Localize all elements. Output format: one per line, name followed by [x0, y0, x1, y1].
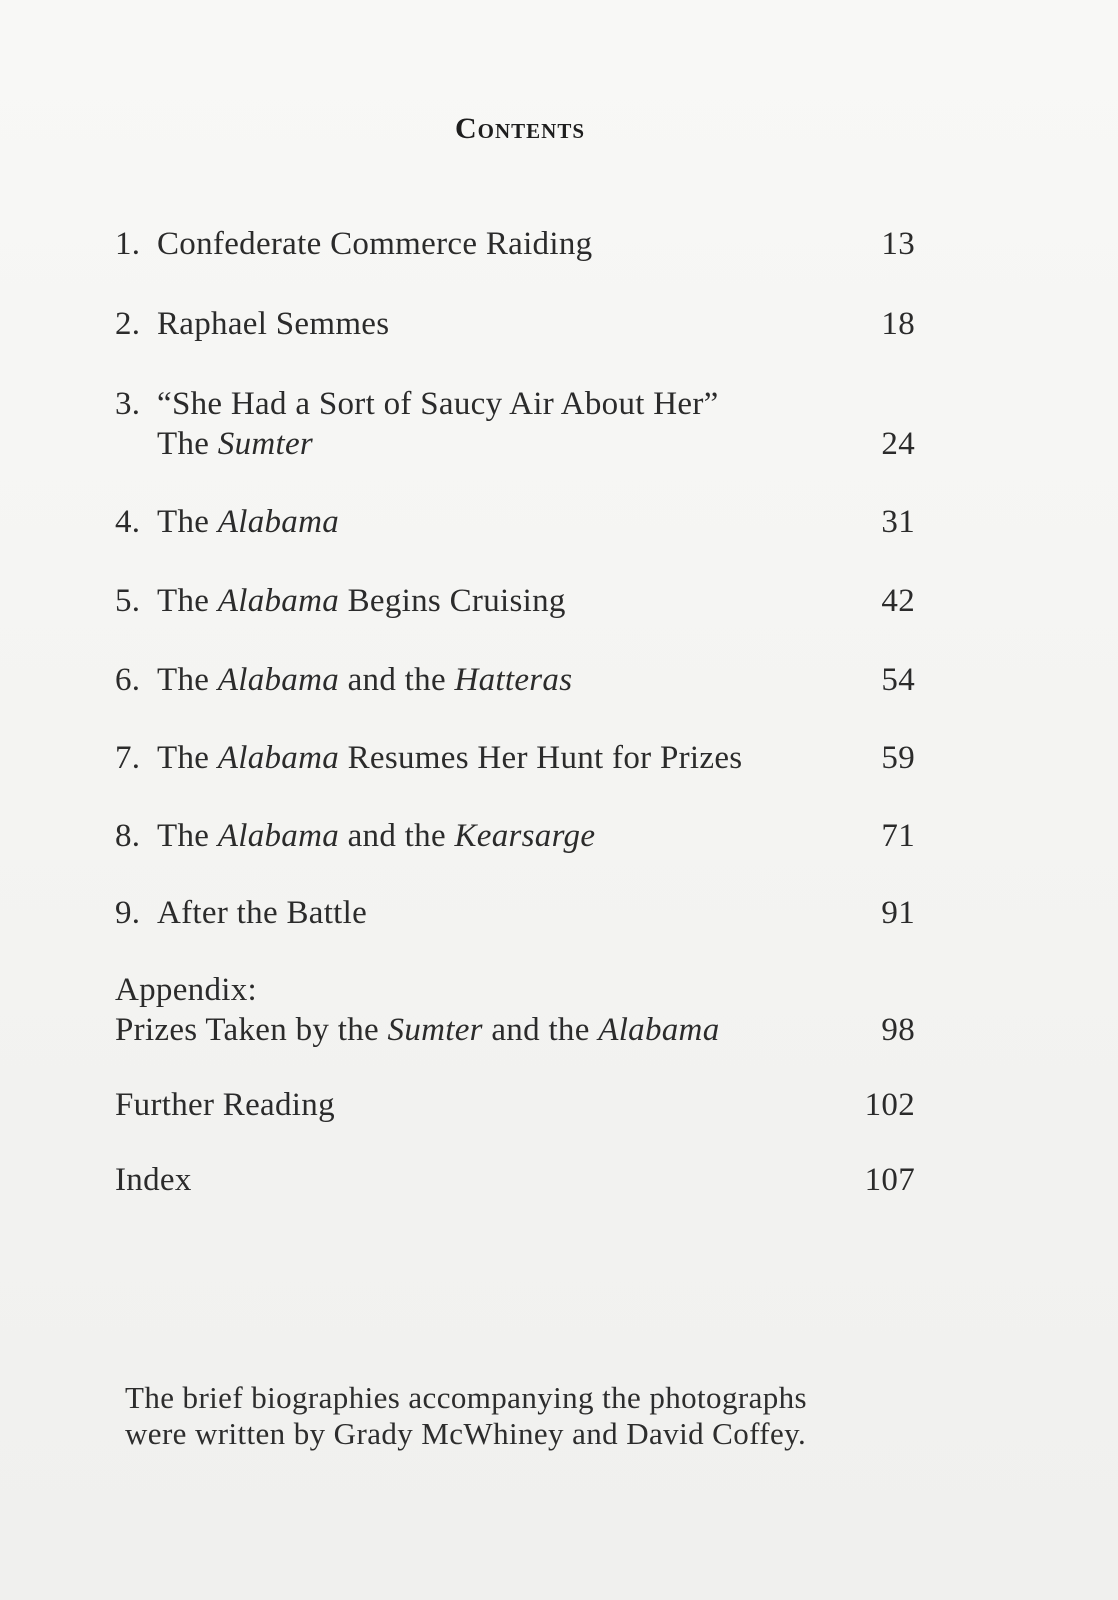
ship-name-kearsarge: Kearsarge	[454, 818, 596, 854]
entry-page: 91	[881, 895, 915, 931]
ship-name-alabama: Alabama	[217, 504, 340, 540]
entry-number: 6.	[115, 662, 141, 698]
entry-page: 13	[881, 226, 915, 262]
note-line-1: The brief biographies accompanying the photographs	[125, 1380, 807, 1415]
entry-title-suffix: Resumes Her Hunt for Prizes	[339, 740, 743, 776]
entry-title: After the Battle	[157, 895, 368, 931]
toc-entry-8	[115, 816, 915, 856]
toc-entry-appendix	[115, 970, 915, 1050]
entry-title-prefix: The	[157, 426, 218, 462]
entry-number: 2.	[115, 306, 141, 342]
entry-title: Further Reading	[115, 1087, 335, 1123]
entry-number: 4.	[115, 504, 141, 540]
ship-name-alabama: Alabama	[217, 818, 340, 854]
entry-title-prefix: The	[157, 583, 218, 619]
ship-name-hatteras: Hatteras	[454, 662, 573, 698]
entry-page: 42	[881, 583, 915, 619]
entry-number: 9.	[115, 895, 141, 931]
entry-title: Raphael Semmes	[157, 306, 390, 342]
biography-note	[125, 1380, 925, 1452]
entry-title: Index	[115, 1162, 192, 1198]
appendix-label: Appendix:	[115, 972, 258, 1008]
entry-title-prefix: The	[157, 818, 218, 854]
toc-entry-3	[115, 384, 915, 464]
entry-page: 102	[864, 1087, 915, 1123]
appendix-title	[115, 1010, 915, 1050]
toc-entry-5	[115, 581, 915, 621]
toc-entry-index	[115, 1160, 915, 1200]
toc-entry-further-reading	[115, 1085, 915, 1125]
page-title: Contents	[454, 112, 586, 145]
toc-entry-1	[115, 224, 915, 264]
toc-entry-2	[115, 304, 915, 344]
entry-title-prefix: The	[157, 662, 218, 698]
toc-entry-9	[115, 893, 915, 933]
ship-name-sumter: Sumter	[387, 1012, 483, 1048]
entry-page: 31	[881, 504, 915, 540]
ship-name-alabama: Alabama	[217, 583, 340, 619]
ship-name-alabama: Alabama	[598, 1012, 720, 1048]
note-line-2: were written by Grady McWhiney and David Coffey.	[125, 1416, 807, 1451]
entry-number: 1.	[115, 226, 141, 262]
entry-page: 54	[881, 662, 915, 698]
toc-entry-4	[115, 502, 915, 542]
entry-title-prefix: The	[157, 504, 218, 540]
entry-page: 59	[881, 740, 915, 776]
toc-entry-7	[115, 738, 915, 778]
entry-number: 3.	[115, 386, 141, 422]
entry-title-suffix: Begins Cruising	[339, 583, 566, 619]
entry-page: 71	[881, 818, 915, 854]
ship-name-alabama: Alabama	[217, 740, 340, 776]
toc-entry-6	[115, 660, 915, 700]
entry-title-prefix: The	[157, 740, 218, 776]
entry-title-line1: “She Had a Sort of Saucy Air About Her”	[157, 386, 719, 422]
entry-title-middle: and the	[482, 1012, 599, 1048]
entry-title-prefix: Prizes Taken by the	[115, 1012, 388, 1048]
entry-title-middle: and the	[339, 818, 455, 854]
entry-number: 8.	[115, 818, 141, 854]
entry-title: Confederate Commerce Raiding	[157, 226, 593, 262]
entry-page: 107	[864, 1162, 915, 1198]
ship-name-alabama: Alabama	[217, 662, 340, 698]
entry-page: 18	[881, 306, 915, 342]
entry-title-line2	[115, 424, 915, 464]
entry-number: 5.	[115, 583, 141, 619]
entry-page: 24	[881, 426, 915, 462]
ship-name-sumter: Sumter	[217, 426, 314, 462]
entry-title-middle: and the	[339, 662, 455, 698]
entry-page: 98	[881, 1012, 915, 1048]
entry-number: 7.	[115, 740, 141, 776]
